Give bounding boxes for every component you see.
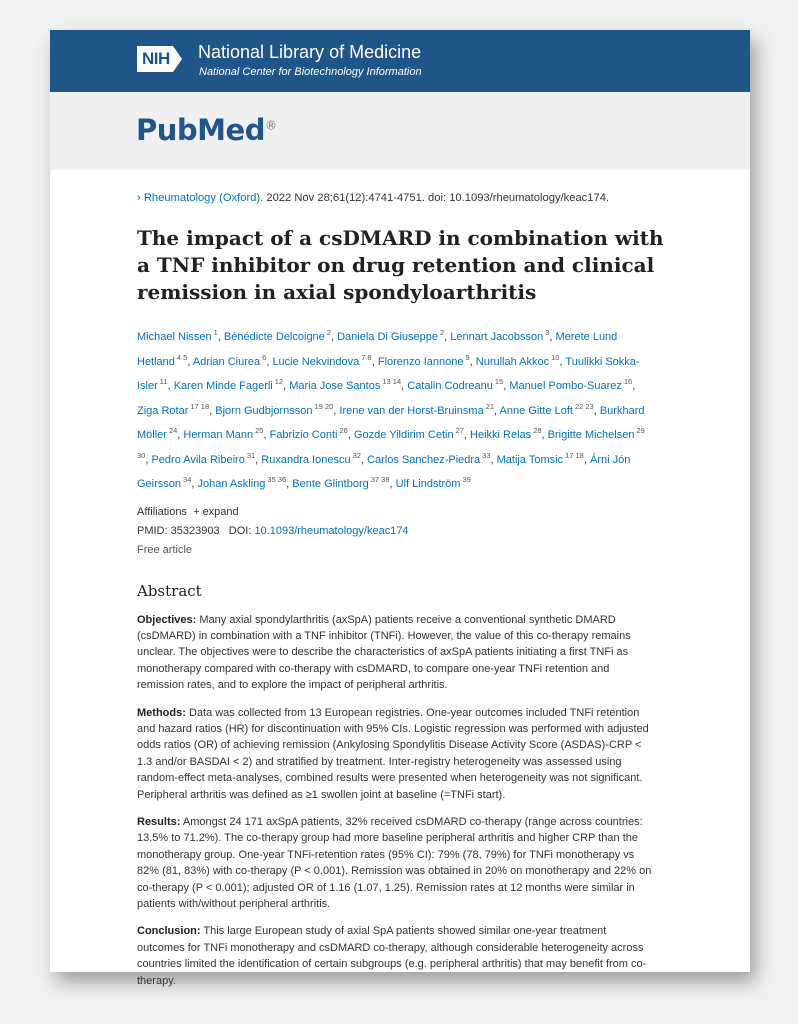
affiliation-number[interactable]: 22 23 xyxy=(574,401,594,411)
abstract-section-label: Conclusion: xyxy=(137,925,201,938)
author-link[interactable]: Lucie Nekvindova xyxy=(272,355,360,368)
affiliation-number[interactable]: 26 xyxy=(339,426,348,435)
affiliations-toggle[interactable] xyxy=(137,503,737,522)
citation xyxy=(137,192,737,204)
author-separator: , xyxy=(360,453,368,466)
affiliation-number[interactable]: 4 5 xyxy=(176,352,188,362)
expand-label: expand xyxy=(202,505,239,518)
affiliation-number[interactable]: 2 xyxy=(439,328,445,337)
author-separator: , xyxy=(177,429,184,441)
affiliation-number[interactable]: 25 xyxy=(255,426,264,435)
author-separator: , xyxy=(593,404,600,417)
author-link[interactable]: Merete Lund Hetland xyxy=(137,331,618,368)
author-link[interactable]: Bente Glintborg xyxy=(292,478,369,490)
author-link[interactable]: Ziga Rotar xyxy=(137,404,189,417)
affiliation-number[interactable]: 3 xyxy=(545,328,550,337)
affiliation-number[interactable]: 19 20 xyxy=(314,401,334,411)
affiliation-number[interactable]: 9 xyxy=(465,352,470,362)
affiliation-number[interactable]: 6 xyxy=(262,352,267,362)
pmid-label: PMID: xyxy=(137,524,168,537)
nih-header xyxy=(50,30,750,92)
author-separator: , xyxy=(583,453,590,466)
author-separator: , xyxy=(347,429,354,441)
author-separator: , xyxy=(255,453,262,466)
author-link[interactable]: Pedro Avila Ribeiro xyxy=(151,453,245,466)
pmid-line xyxy=(137,522,737,541)
author-link[interactable]: Matija Tomsic xyxy=(496,453,564,466)
abstract-section xyxy=(137,612,657,694)
pubmed-logo-pub: Pub xyxy=(136,113,198,147)
affiliation-number[interactable]: 17 18 xyxy=(190,401,210,411)
abstract-section-label: Methods: xyxy=(137,706,186,719)
author-link[interactable]: Karen Minde Fagerli xyxy=(173,380,273,392)
affiliation-number[interactable]: 24 xyxy=(168,426,178,435)
abstract-section-text: This large European study of axial SpA patients showed similar one-year treatment outcomes for TNFi monotherapy and csDMARD co-therapy, although considerable heterogeneity across countries limited the identification of certain subgroups (e.g. peripheral arthritis) that may benefit from co-therapy. xyxy=(137,925,647,987)
affiliation-number[interactable]: 13 14 xyxy=(382,377,402,386)
author-link[interactable]: Lennart Jacobsson xyxy=(450,331,544,343)
author-separator: , xyxy=(401,380,408,392)
author-separator: , xyxy=(371,355,378,368)
affiliations-label: Affiliations xyxy=(137,505,187,518)
author-separator: , xyxy=(463,429,471,441)
chevron-right-icon[interactable]: › xyxy=(137,192,141,204)
author-link[interactable]: Burkhard Möller xyxy=(137,404,645,441)
free-article-badge: Free article xyxy=(137,543,193,556)
affiliation-number[interactable]: 1 xyxy=(213,328,218,337)
article-meta xyxy=(137,503,737,560)
affiliation-number[interactable]: 12 xyxy=(274,377,284,386)
author-list xyxy=(137,323,657,495)
author-separator: , xyxy=(444,331,451,343)
abstract-section-text: Data was collected from 13 European registries. One-year outcomes included TNFi retention and hazard ratios (HR) for discontinuation with 95% CIs. Logistic regression was performed with adjusted odds ratios (OR) of achieving remission (Ankylosing Spondylitis Disease Activity Score (ASDAS)-CRP < 1.3 and/or BASDAI < 2) and stratified by treatment. Inter-registry heterogeneity was assessed using random-effect meta-analyses, combined results were presented when heterogeneity was not significant. Peripheral arthritis was defined as ≥1 swollen joint at baseline (=TNFi start). xyxy=(137,706,649,801)
affiliation-number[interactable]: 32 xyxy=(352,450,361,460)
author-separator: , xyxy=(469,355,476,368)
author-link[interactable]: Carlos Sanchez-Piedra xyxy=(367,453,481,466)
author-separator: , xyxy=(330,331,338,343)
author-separator: , xyxy=(283,380,290,392)
author-separator: , xyxy=(217,331,224,343)
author-link[interactable]: Anne Gitte Loft xyxy=(499,404,573,417)
pubmed-header xyxy=(50,92,750,170)
pubmed-logo-med: Med xyxy=(197,113,265,147)
author-link[interactable]: Ulf Lindström xyxy=(395,478,461,490)
citation-details: 2022 Nov 28;61(12):4741-4751. doi: 10.1093/rheumatology/keac174. xyxy=(263,192,610,204)
author-link[interactable]: Herman Mann xyxy=(183,429,254,441)
nih-logo-text: NIH xyxy=(137,46,173,72)
author-link[interactable]: Heikki Relas xyxy=(470,429,532,441)
article-title: The impact of a csDMARD in combination with a TNF inhibitor on drug retention and clinical remission in axial spondyloarthritis xyxy=(137,226,664,304)
author-separator: , xyxy=(541,429,548,441)
nih-logo-arrow-icon xyxy=(173,46,182,72)
affiliation-number[interactable]: 15 xyxy=(494,377,504,386)
author-link[interactable]: Bjorn Gudbjornsson xyxy=(215,404,313,417)
affiliation-number[interactable]: 17 18 xyxy=(565,450,584,460)
abstract-section-label: Results: xyxy=(137,815,181,828)
author-separator: , xyxy=(286,478,293,490)
article-content xyxy=(137,192,737,1000)
registered-mark: ® xyxy=(264,118,277,133)
author-separator: , xyxy=(559,355,566,368)
author-separator: , xyxy=(266,355,273,368)
journal-link[interactable]: Rheumatology (Oxford). xyxy=(143,192,264,204)
affiliation-number[interactable]: 28 xyxy=(533,426,542,435)
author-link[interactable]: Irene van der Horst-Bruinsma xyxy=(339,404,484,417)
author-link[interactable]: Michael Nissen xyxy=(137,331,212,343)
affiliation-number[interactable]: 27 xyxy=(455,426,464,435)
nih-logo[interactable] xyxy=(137,44,185,74)
affiliation-number[interactable]: 21 xyxy=(485,401,495,411)
author-link[interactable]: Fabrizio Conti xyxy=(269,429,338,441)
author-separator: , xyxy=(494,404,500,417)
author-link[interactable]: Brigitte Michelsen xyxy=(547,429,635,441)
plus-icon: + xyxy=(193,505,200,518)
author-separator: , xyxy=(632,380,636,392)
author-link[interactable]: Nurullah Akkoc xyxy=(475,355,550,368)
document-page xyxy=(50,30,750,987)
pmid-value: 35323903 xyxy=(170,524,220,537)
ncbi-subtitle: National Center for Biotechnology Information xyxy=(199,66,422,78)
affiliation-number[interactable]: 11 xyxy=(159,377,168,386)
abstract-section xyxy=(137,923,657,989)
affiliation-number[interactable]: 7 8 xyxy=(361,352,372,362)
affiliation-number[interactable]: 31 xyxy=(246,450,256,460)
author-separator: , xyxy=(263,429,270,441)
author-separator: , xyxy=(490,453,497,466)
author-separator: , xyxy=(549,331,556,343)
affiliation-number[interactable]: 29 30 xyxy=(137,426,645,460)
author-link[interactable]: Tuulikki Sokka-Isler xyxy=(137,355,640,392)
author-separator: , xyxy=(333,404,340,417)
affiliation-number[interactable]: 10 xyxy=(551,352,560,362)
affiliation-number[interactable]: 34 xyxy=(183,475,192,484)
affiliation-number[interactable]: 39 xyxy=(462,475,471,484)
author-separator: , xyxy=(389,478,396,490)
abstract-section-label: Objectives: xyxy=(137,613,197,626)
abstract-section xyxy=(137,705,657,803)
author-link[interactable]: Manuel Pombo-Suarez xyxy=(509,380,622,392)
author-link[interactable]: Johan Askling xyxy=(197,478,266,490)
affiliation-number[interactable]: 35 36 xyxy=(267,475,287,484)
author-separator: , xyxy=(191,478,198,490)
author-separator: , xyxy=(187,355,193,368)
doi-link[interactable]: 10.1093/rheumatology/keac174 xyxy=(254,524,409,537)
author-link[interactable]: Maria Jose Santos xyxy=(289,380,381,392)
affiliation-number[interactable]: 37 38 xyxy=(370,475,390,484)
author-link[interactable]: Florenzo Iannone xyxy=(377,355,464,368)
affiliation-number[interactable]: 2 xyxy=(326,328,331,337)
author-separator: , xyxy=(209,404,216,417)
author-link[interactable]: Ruxandra Ionescu xyxy=(261,453,351,466)
abstract-section xyxy=(137,814,657,912)
affiliation-number[interactable]: 33 xyxy=(482,450,491,460)
abstract-body xyxy=(137,612,737,990)
author-separator: , xyxy=(167,380,174,392)
abstract-heading: Abstract xyxy=(137,581,202,600)
author-separator: , xyxy=(145,453,152,466)
author-link[interactable]: Árni Jón Geirsson xyxy=(137,453,631,490)
abstract-section-text: Amongst 24 171 axSpA patients, 32% received csDMARD co-therapy (range across countries: 13.5% to 71.2%). The co-therapy group had more baseline peripheral arthritis and higher CRP than the monotherapy group. One-year TNFi-retention rates (95% CI): 79% (78, 79%) for TNFi monotherapy vs 82% (81, 83%) with co-therapy (P < 0.001). Remission was obtained in 20% on monotherapy and 22% on co-therapy (P < 0.001); adjusted OR of 1.16 (1.07, 1.25). Remission rates at 12 months were similar in patients with/without peripheral arthritis. xyxy=(137,815,652,910)
author-link[interactable]: Catalin Codreanu xyxy=(407,380,493,392)
nlm-title[interactable]: National Library of Medicine xyxy=(198,42,422,62)
doi-label: DOI: xyxy=(228,524,252,537)
abstract-section-text: Many axial spondylarthritis (axSpA) patients receive a conventional synthetic DMARD (csDMARD) in combination with a TNF inhibitor (TNFi). However, the value of this co-therapy remains unclear. The objectives were to describe the characteristics of axSpA patients initiating a first TNFi as monotherapy compared with co-therapy with csDMARD, to compare one-year TNFi retention and remission rates, and to explore the impact of peripheral arthritis. xyxy=(137,613,631,692)
author-link[interactable]: Bénédicte Delcoigne xyxy=(223,331,325,343)
author-link[interactable]: Daniela Di Giuseppe xyxy=(337,331,438,343)
author-link[interactable]: Gozde Yildirim Cetin xyxy=(353,429,454,441)
affiliation-number[interactable]: 16 xyxy=(623,377,633,386)
author-separator: , xyxy=(503,380,510,392)
pubmed-logo[interactable] xyxy=(136,113,276,147)
author-link[interactable]: Adrian Ciurea xyxy=(192,355,261,368)
